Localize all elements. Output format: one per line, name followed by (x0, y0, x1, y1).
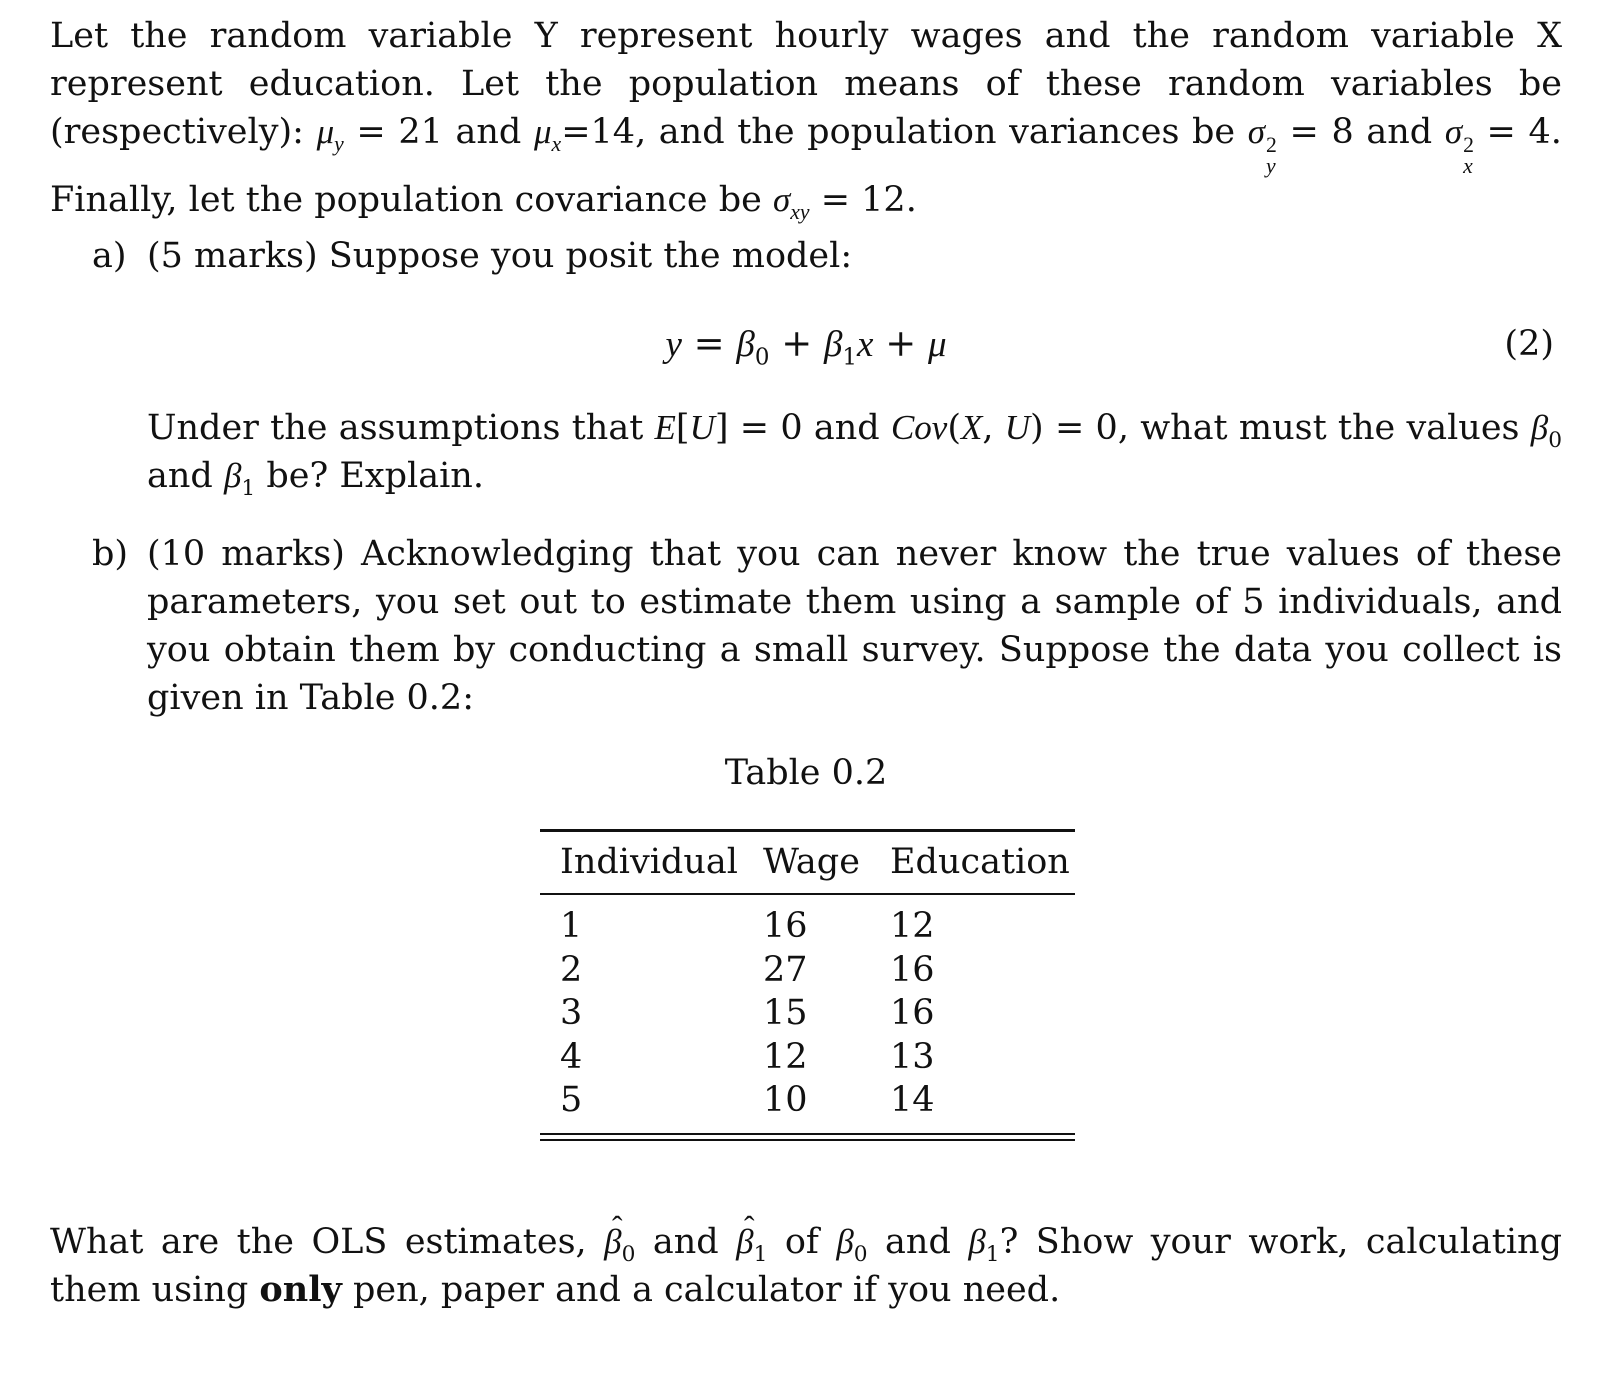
math-covariance: Cov (890, 408, 948, 447)
math-mu-y: $\mu_y$ (316, 112, 344, 156)
math-mu-x: $\mu_x$ (533, 112, 562, 156)
closing-text-3: of (767, 1222, 837, 1262)
table-cell: 3 (560, 993, 583, 1033)
part-a-question-text-3: , what must the values (1117, 408, 1531, 448)
table-header-rule (540, 893, 1075, 895)
closing-text-2: and (635, 1222, 737, 1262)
closing-text-7: pen, paper and a calculator if you need. (341, 1270, 1061, 1310)
mu-y-value: 21 (398, 112, 443, 152)
intro-text-2: and (442, 112, 534, 152)
part-a-text: (5 marks) Suppose you posit the model: (147, 236, 853, 276)
part-a-question: Under the assumptions that E[U] = 0 and Cov(X, U) = 0, what must the values $\beta_0$ and $\beta_1$ be? Explain. (147, 408, 1563, 501)
table-cell: 13 (890, 1037, 935, 1077)
math-beta-1: β (223, 456, 242, 495)
intro-text-3: , and the population variances be (635, 112, 1248, 152)
table-cell: 2 (560, 950, 583, 990)
part-b-label: b) (92, 534, 129, 574)
part-a-question-text-5: be? Explain. (255, 456, 484, 496)
table-header-wage: Wage (763, 842, 860, 882)
table-cell: 27 (763, 950, 808, 990)
intro-text-5: . Finally, let the population covariance be (50, 112, 1562, 221)
math-sigma-xy: $\sigma_{xy}$ (773, 180, 810, 225)
table-cell: 12 (763, 1037, 808, 1077)
part-b-text: (10 marks) Acknowledging that you can never know the true values of these parameters, you set out to estimate them using a sample of 5 individuals, and you obtain them by conducting a small survey. Suppose the data you collect is given in Table 0.2: (147, 534, 1562, 718)
table-cell: 1 (560, 906, 583, 946)
cov-value: 12 (861, 180, 906, 221)
table-cell: 4 (560, 1037, 583, 1077)
table-cell: 10 (763, 1080, 808, 1120)
closing-paragraph: What are the OLS estimates, ˆ $\beta_0$ and ˆ $\beta_1$ of $\beta_0$ and $\beta_1$? Show your work, calculating them using only pen, paper and a calculator if you need. (50, 1218, 1562, 1314)
math-beta-1: β (968, 1222, 986, 1261)
table-header-individual: Individual (560, 842, 738, 882)
table-cell: 12 (890, 906, 935, 946)
table-header-education: Education (890, 842, 1070, 882)
intro-text-4: and (1353, 112, 1445, 152)
math-expectation: E (654, 408, 676, 447)
mu-x-value: 14 (590, 112, 636, 152)
math-beta-0: β (1530, 408, 1549, 447)
closing-emphasis-only: only (259, 1269, 342, 1310)
math-beta-0-hat: ˆ β (604, 1218, 621, 1266)
equation-number: (2) (1504, 324, 1554, 364)
table-cell: 16 (890, 993, 935, 1033)
math-beta-0: β (836, 1222, 854, 1261)
table-cell: 14 (890, 1080, 935, 1120)
math-beta-1-hat: ˆ β (736, 1218, 753, 1266)
table-bottom-rule-2 (540, 1139, 1075, 1141)
intro-text-1: Let the random variable Y represent hourly wages and the random variable X represent education. Let the population means of these random variables be (respectively): (50, 16, 1562, 152)
table-cell: 15 (763, 993, 808, 1033)
table-cell: 5 (560, 1080, 583, 1120)
var-x-value: 4 (1528, 112, 1551, 152)
closing-text-5: ? Show your work, calculating them using (50, 1222, 1562, 1310)
part-a-question-text-2: and (802, 408, 891, 448)
math-sigma-x-sq: σ 2 x (1444, 112, 1474, 178)
table-caption: Table 0.2 (724, 753, 888, 793)
table-top-rule (540, 829, 1075, 832)
table-bottom-rule-1 (540, 1133, 1075, 1135)
math-sigma-y-sq: σ 2 y (1247, 112, 1277, 178)
table-cell: 16 (890, 950, 935, 990)
var-y-value: 8 (1331, 112, 1354, 152)
intro-text-6: . (905, 180, 917, 221)
closing-text-1: What are the OLS estimates, (50, 1222, 605, 1262)
closing-text-4: and (867, 1222, 969, 1262)
part-a-question-text-4: and (147, 456, 224, 496)
intro-paragraph: Let the random variable Y represent hourly wages and the random variable X represent education. Let the population means of these random variables be (respectively): $\mu_y = 21$ and $\mu_x=14$, and the population variances be σ 2 y = 8 and σ 2 x = 4. Finally, let the population covariance be $\sigma_{xy} = 12$. (50, 16, 1562, 225)
part-a-label: a) (92, 236, 127, 276)
table-cell: 16 (763, 906, 808, 946)
model-equation: $y = \beta_0 + \beta_1x + \mu$ (665, 322, 947, 371)
part-a-question-text-1: Under the assumptions that (147, 408, 655, 448)
